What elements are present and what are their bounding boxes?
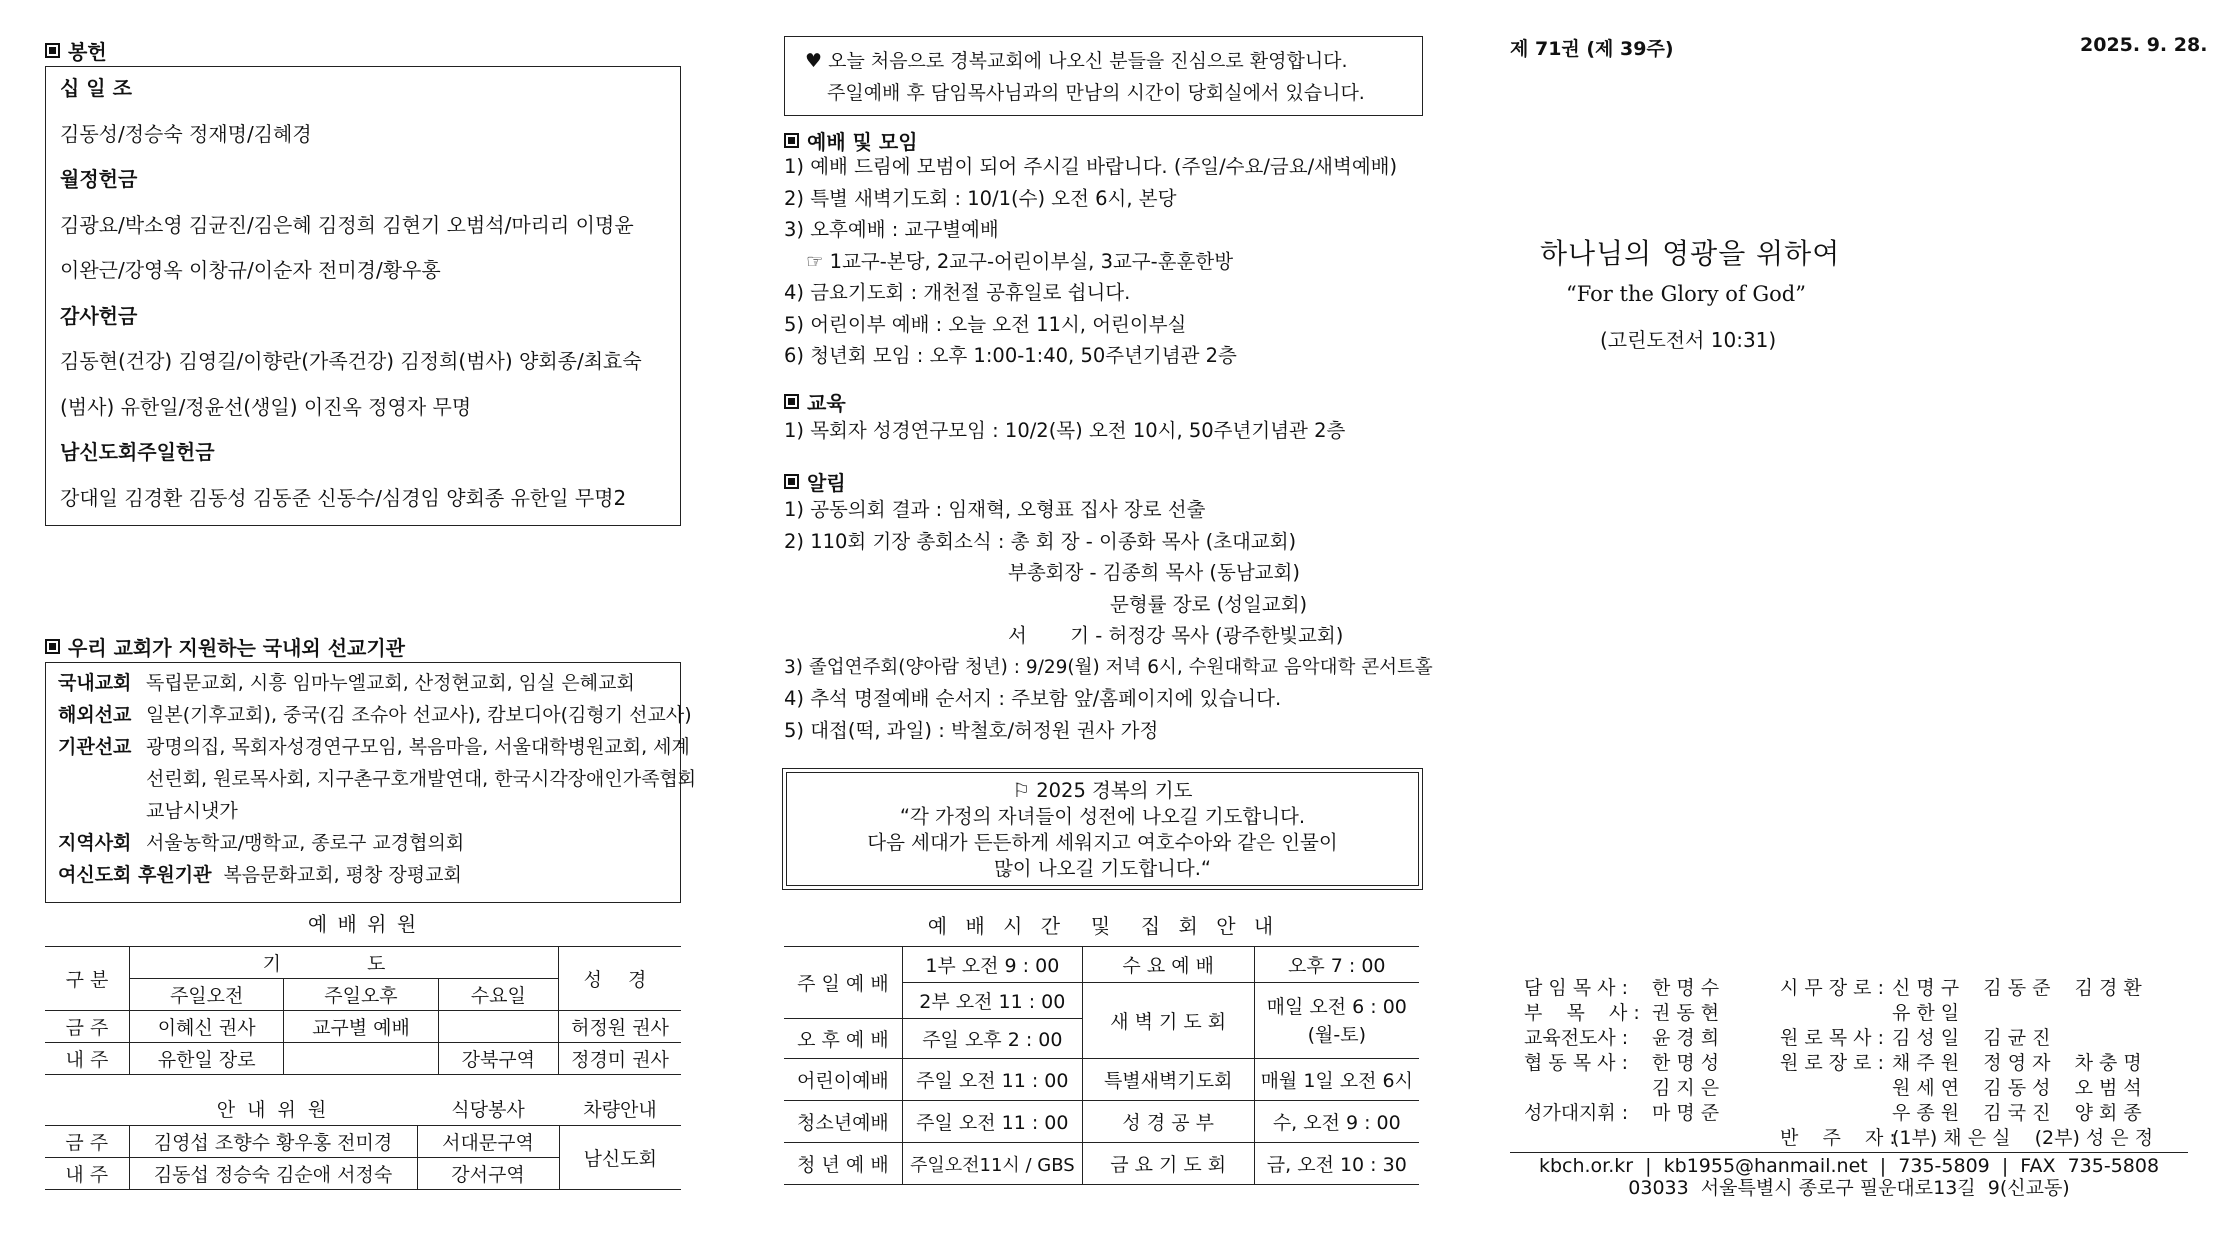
offering-title-tithe: 십 일 조	[60, 76, 132, 100]
col-header: 성 경	[559, 947, 682, 1011]
mission-row: 국내교회 독립문교회, 시흥 임마누엘교회, 산정현교회, 임실 은혜교회	[58, 672, 635, 694]
schedule-title: 예 배 시 간 및 집 회 안 내	[927, 914, 1280, 938]
prayer-line: 많이 나오길 기도합니다.“	[993, 857, 1212, 880]
col-header: 안 내 위 원	[129, 1093, 417, 1125]
offering-title-monthly: 월정헌금	[60, 167, 138, 191]
worship-committee-title: 예 배 위 원	[307, 912, 419, 936]
schedule-table	[784, 946, 1419, 1185]
mission-row: 여신도회 후원기관 복음문화교회, 평창 장평교회	[58, 864, 462, 886]
list-item: 부총회장 - 김종희 목사 (동남교회)	[1008, 561, 1300, 584]
address-line: 03033 서울특별시 종로구 필운대로13길 9(신교동)	[1628, 1177, 2070, 1199]
offering-box	[45, 66, 681, 526]
motto-korean: 하나님의 영광을 위하여	[1540, 237, 1841, 270]
table-row: 주 일 예 배 1부 오전 9 : 00 수 요 예 배 오후 7 : 00	[784, 947, 1419, 983]
welcome-box: ♥ 오늘 처음으로 경복교회에 나오신 분들을 진심으로 환영합니다. 주일예배 후 담임목사님과의 만남의 시간이 당회실에서 있습니다.	[784, 36, 1423, 116]
offering-title-men: 남신도회주일헌금	[60, 440, 215, 464]
offering-names: 김동현(건강) 김영길/이향란(가족건강) 김정희(범사) 양회종/최효숙	[60, 349, 642, 373]
prayer-title: ⚐ 2025 경복의 기도	[1012, 779, 1193, 802]
missions-box	[45, 662, 697, 903]
staff-row: 협 동 목 사 : 한 명 성	[1524, 1052, 1720, 1074]
bible-verse: (고린도전서 10:31)	[1600, 328, 1777, 352]
volume-number: 제 71권 (제 39주)	[1510, 38, 1674, 60]
mission-row: 해외선교 일본(기후교회), 중국(김 조슈아 선교사), 캄보디아(김형기 선교사)	[58, 704, 692, 726]
col-header: 구 분	[45, 947, 130, 1011]
table-row: 오 후 예 배 주일 오후 2 : 00	[784, 1019, 1419, 1059]
staff-left	[1524, 976, 1719, 1126]
table-row: 금 주 이혜신 권사 교구별 예배 허정원 권사	[45, 1011, 681, 1043]
table-row: 청소년예배 주일 오전 11 : 00 성 경 공 부 수, 오전 9 : 00	[784, 1101, 1419, 1143]
worship-committee-table	[45, 946, 681, 1075]
staff-row: 부 목 사 : 권 동 현	[1524, 1002, 1720, 1024]
col-header: 기 도	[130, 947, 559, 979]
list-item: 3) 오후예배 : 교구별예배	[784, 218, 999, 241]
list-item: 1) 예배 드림에 모범이 되어 주시길 바랍니다. (주일/수요/금요/새벽예배)	[784, 155, 1398, 178]
table-row: 내 주 유한일 장로 강북구역 정경미 권사	[45, 1043, 681, 1075]
col-header: 수요일	[438, 979, 558, 1011]
staff-right	[1780, 976, 2153, 1151]
col-header: 식당봉사	[417, 1093, 559, 1125]
offering-names: (범사) 유한일/정윤선(생일) 이진옥 정영자 무명	[60, 394, 472, 419]
mission-row: 지역사회 서울농학교/맹학교, 종로구 교경협의회	[58, 832, 465, 854]
heart-icon: ♥	[805, 50, 823, 72]
offering-title-thanks: 감사헌금	[60, 303, 138, 328]
square-bullet-icon	[784, 474, 799, 489]
table-row: 2부 오전 11 : 00 새 벽 기 도 회 매일 오전 6 : 00 (월-토)	[784, 983, 1419, 1019]
offering-names: 이완근/강영옥 이창규/이순자 전미경/황우홍	[60, 258, 441, 282]
worship-heading: 예배 및 모임	[784, 126, 918, 155]
list-item: 6) 청년회 모임 : 오후 1:00-1:40, 50주년기념관 2층	[784, 344, 1237, 367]
staff-row: 성가대지휘 : 마 명 준	[1524, 1102, 1720, 1124]
list-item: 문형률 장로 (성일교회)	[1110, 592, 1308, 616]
staff-row: 김 지 은	[1652, 1077, 1720, 1099]
list-item: 5) 어린이부 예배 : 오늘 오전 11시, 어린이부실	[784, 312, 1187, 336]
offering-names: 김동성/정승숙 정재명/김혜경	[60, 121, 312, 146]
table-row: 청 년 예 배 주일오전11시 / GBS 금 요 기 도 회 금, 오전 10 : 30	[784, 1143, 1419, 1185]
guide-table	[45, 1093, 681, 1190]
contact-line: kbch.or.kr | kb1955@hanmail.net | 735-5809 | FAX 735-5808	[1538, 1155, 2160, 1177]
staff-row: 원 로 장 로 : 채 주 원 정 영 자 차 충 명	[1780, 1052, 2142, 1074]
mission-row: 기관선교 광명의집, 목회자성경연구모임, 복음마을, 서울대학병원교회, 세계 선린회, 원로목사회, 지구촌구호개발연대, 한국시각장애인가족협회 교남시냇가	[58, 736, 697, 822]
staff-row: 시 무 장 로 : 신 명 구 김 동 준 김 경 환	[1780, 977, 2142, 999]
col-header: 차량안내	[559, 1093, 681, 1125]
divider	[1510, 1152, 2188, 1153]
staff-row: 담 임 목 사 : 한 명 수	[1524, 977, 1720, 999]
staff-row: 교육전도사 : 윤 경 희	[1524, 1027, 1720, 1049]
staff-row: 유 한 일	[1892, 1002, 1960, 1024]
staff-row: 반 주 자 :(1부) 채 은 실 (2부) 성 은 정	[1780, 1127, 2154, 1149]
list-item: 2) 110회 기장 총회소식 : 총 회 장 - 이종화 목사 (초대교회)	[784, 529, 1297, 553]
staff-row: 원 세 연 김 동 성 오 범 석	[1892, 1077, 2142, 1099]
notices-heading: 알림	[784, 467, 846, 496]
offering-names: 김광요/박소영 김균진/김은혜 김정희 김현기 오범석/마리리 이명윤	[60, 212, 634, 237]
table-row: 금 주 김영섭 조향수 황우홍 전미경 서대문구역 남신도회	[45, 1125, 681, 1157]
square-bullet-icon	[784, 394, 799, 409]
list-item: 5) 대접(떡, 과일) : 박철호/허정원 권사 가정	[784, 718, 1159, 742]
list-item: ☞ 1교구-본당, 2교구-어린이부실, 3교구-훈훈한방	[806, 249, 1234, 273]
col-header: 주일오전	[130, 979, 284, 1011]
missions-heading: 우리 교회가 지원하는 국내외 선교기관	[45, 632, 405, 661]
table-row: 내 주 김동섭 정승숙 김순애 서정숙 강서구역	[45, 1157, 681, 1189]
list-item: 2) 특별 새벽기도회 : 10/1(수) 오전 6시, 본당	[784, 186, 1177, 210]
bulletin-date: 2025. 9. 28.	[2080, 34, 2208, 56]
offering-heading: 봉헌	[45, 36, 107, 65]
table-row: 어린이예배 주일 오전 11 : 00 특별새벽기도회 매월 1일 오전 6시	[784, 1059, 1419, 1101]
notices-list	[784, 494, 1433, 746]
staff-row: 원 로 목 사 : 김 성 일 김 균 진	[1780, 1027, 2051, 1049]
prayer-line: “각 가정의 자녀들이 성전에 나오길 기도합니다.	[899, 805, 1306, 828]
worship-list	[784, 151, 1397, 372]
list-item: 1) 공동의회 결과 : 임재혁, 오형표 집사 장로 선출	[784, 498, 1206, 521]
list-item: 4) 금요기도회 : 개천절 공휴일로 쉽니다.	[784, 281, 1131, 304]
square-bullet-icon	[45, 639, 60, 654]
list-item: 1) 목회자 성경연구모임 : 10/2(목) 오전 10시, 50주년기념관 2층	[784, 419, 1346, 442]
prayer-box	[782, 768, 1423, 890]
education-heading: 교육	[784, 387, 846, 416]
list-item: 4) 추석 명절예배 순서지 : 주보함 앞/홈페이지에 있습니다.	[784, 687, 1282, 710]
prayer-line: 다음 세대가 든든하게 세워지고 여호수아와 같은 인물이	[867, 831, 1338, 854]
offering-names: 강대일 김경환 김동성 김동준 신동수/심경임 양회종 유한일 무명2	[60, 485, 627, 510]
square-bullet-icon	[784, 133, 799, 148]
list-item: 서 기 - 허정강 목사 (광주한빛교회)	[1008, 624, 1344, 647]
staff-row: 우 종 원 김 국 진 양 회 종	[1892, 1102, 2142, 1124]
motto-english: “For the Glory of God”	[1566, 282, 1806, 306]
col-header: 주일오후	[284, 979, 438, 1011]
list-item: 3) 졸업연주회(양아람 청년) : 9/29(월) 저녁 6시, 수원대학교 음악대학 콘서트홀	[784, 656, 1433, 678]
square-bullet-icon	[45, 43, 60, 58]
